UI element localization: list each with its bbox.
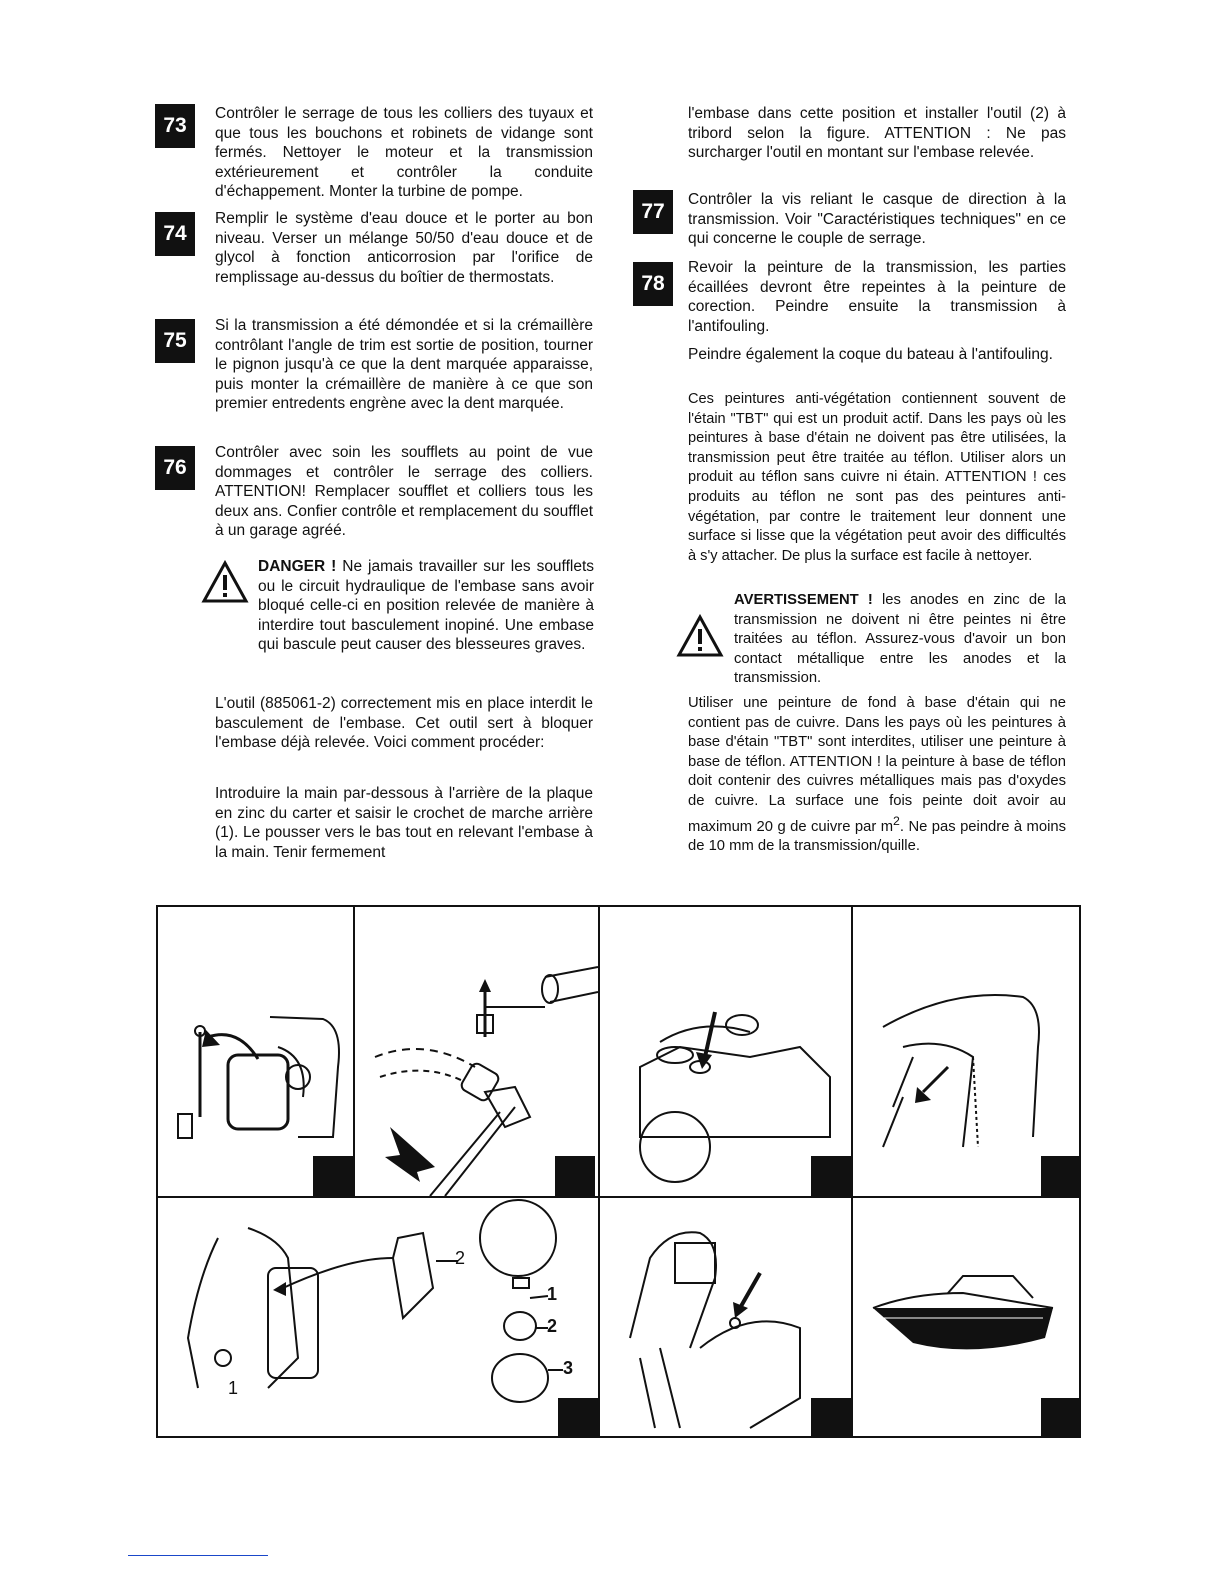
step-78-text: Revoir la peinture de la transmission, les parties écaillées devront être repeintes à la peinture de corection. Peindre ensuite la transmission à l'antifouling. <box>688 259 1066 335</box>
figure-grid <box>156 905 1081 1438</box>
step-badge-77: 77 <box>633 190 673 234</box>
danger-label: DANGER ! <box>258 558 337 575</box>
illustration-lever-icon <box>158 907 353 1196</box>
illustration-hammer-icon <box>355 907 598 1196</box>
figure-panel-75 <box>600 907 851 1196</box>
tool-paragraph: L'outil (885061-2) correctement mis en place interdit le basculement de l'embase. Cet outil sert à bloquer l'embase déjà relevée. Voici comment procéder: <box>215 695 593 752</box>
primer-paragraph <box>688 694 1066 857</box>
figure-panel-73 <box>158 907 353 1196</box>
figure-label-3: 3 <box>563 1358 574 1378</box>
panel-badge <box>313 1156 353 1196</box>
warning-body: les anodes en zinc de la transmission ne doivent ni être peintes ni être traitées au téflon. Assurez-vous d'avoir un bon contact métallique entre les anodes et la transmission. <box>734 592 1066 687</box>
step-badge-75: 75 <box>155 319 195 363</box>
figure-label-2: 2 <box>455 1248 466 1268</box>
panel-badge <box>555 1156 595 1196</box>
step-73-text: Contrôler le serrage de tous les colliers des tuyaux et que tous les bouchons et robinets de vidange sont fermés. Nettoyer le moteur et la transmission extérieurement et contrôler la conduite d'échappement. Monter la turbine de pompe. <box>215 105 593 201</box>
step-badge-78: 78 <box>633 262 673 306</box>
illustration-tank-icon <box>600 907 851 1196</box>
figure-panel-78 <box>600 1198 851 1438</box>
step-badge-76: 76 <box>155 446 195 490</box>
panel-badge <box>1041 1156 1081 1196</box>
danger-text <box>258 557 594 655</box>
warning-label: AVERTISSEMENT ! <box>734 592 873 608</box>
danger-body: Ne jamais travailler sur les soufflets ou le circuit hydraulique de l'embase sans avoir bloqué celle-ci en position relevée de manière à interdire tout basculement inopiné. Une embase qui bascule peut causer des blesseures graves. <box>258 558 595 654</box>
warning-text <box>734 591 1066 689</box>
figure-panel-77 <box>158 1198 598 1438</box>
tbt-paragraph: Ces peintures anti-végétation contiennent souvent de l'étain "TBT" qui est un produit actif. Dans les pays où les peintures à base d'étain ne doivent pas être utilisées, la transmission peut être traitée au téflon. Utiliser alors un produit au téflon sans cuivre ni étain. ATTENTION ! ces produits au téflon ne sont pas des peintures anti-végétation, par contre le traitement leur donnent une surface si lisse que la végétation peut avoir des difficultés à s'y attacher. De plus la surface est facile à nettoyer. <box>688 391 1066 564</box>
figure-label-2b: 2 <box>547 1316 558 1336</box>
continuation-paragraph: l'embase dans cette position et installer l'outil (2) à tribord selon la figure. ATTENTION : Ne pas surcharger l'outil en montant sur l'embase relevée. <box>688 105 1066 162</box>
primer-text-1: Utiliser une peinture de fond à base d'étain qui ne contient pas de cuivre. Dans les pays où les peintures à base d'étain "TBT" sont interdites, utiliser une peinture à base de téflon. ATTENTION ! la peinture à base de téflon doit contenir des cuivres métalliques mais pas d'oxydes de cuivre. La surface une fois peinte doit avoir au maximum 20 g de cuivre par m <box>688 695 1066 835</box>
panel-badge <box>811 1156 851 1196</box>
warning-triangle-icon <box>676 614 724 663</box>
step-76-text: Contrôler avec soin les soufflets au point de vue dommages et contrôler le serrage des colliers. ATTENTION! Remplacer soufflet et colliers tous les deux ans. Confier contrôle et remplacement du soufflet à un garage agréé. <box>215 444 593 540</box>
footnote-rule <box>128 1555 268 1556</box>
figure-panel-hull <box>853 1198 1081 1438</box>
primer-superscript: 2 <box>893 813 900 828</box>
hand-paragraph: Introduire la main par-dessous à l'arrière de la plaque en zinc du carter et saisir le crochet de marche arrière (1). Le pousser vers le bas tout en relevant l'embase à la main. Tenir fermement <box>215 785 593 861</box>
step-badge-74: 74 <box>155 212 195 256</box>
panel-badge <box>811 1398 851 1438</box>
figure-panel-74 <box>355 907 598 1196</box>
figure-label-1: 1 <box>228 1378 239 1398</box>
panel-badge <box>558 1398 598 1438</box>
figure-panel-76 <box>853 907 1081 1196</box>
step-badge-73: 73 <box>155 104 195 148</box>
danger-triangle-icon <box>201 560 249 609</box>
panel-badge <box>1041 1398 1081 1438</box>
step-75-text: Si la transmission a été démondée et si la crémaillère contrôlant l'angle de trim est sortie de position, tourner le pignon jusqu'à ce que la dent marquée apparaisse, puis monter la crémaillère de manière à ce que son premier entredents engrène avec la dent marquée. <box>215 317 593 413</box>
illustration-bellows-icon <box>158 1198 598 1438</box>
step-77-text: Contrôler la vis reliant le casque de direction à la transmission. Voir "Caractéristiques techniques" en ce qui concerne le couple de serrage. <box>688 191 1066 248</box>
primer-text-2: . Ne pas peindre à moins de 10 mm de la transmission/quille. <box>688 818 1067 855</box>
step-74-text: Remplir le système d'eau douce et le porter au bon niveau. Verser un mélange 50/50 d'eau douce et de glycol à fonction anticorrosion par l'orifice de remplissage au-dessus du boîtier de thermostats. <box>215 210 593 286</box>
figure-label-1b: 1 <box>547 1284 558 1304</box>
hull-paragraph: Peindre également la coque du bateau à l'antifouling. <box>688 346 1053 363</box>
illustration-rack-icon <box>853 907 1081 1196</box>
